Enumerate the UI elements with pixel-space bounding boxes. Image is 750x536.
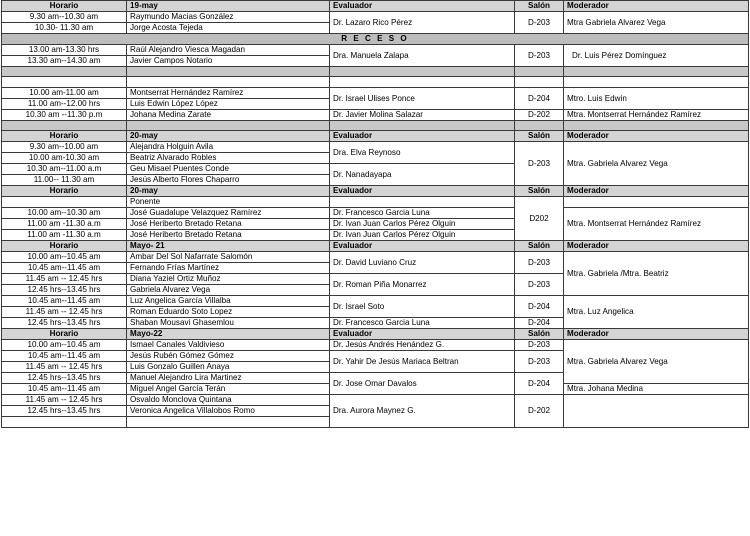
moderador-cell: Mtra. Montserrat Hernández Ramírez bbox=[564, 208, 749, 241]
speaker-cell: Luz Angelica García Villalba bbox=[127, 296, 330, 307]
ponente-label: Ponente bbox=[127, 197, 330, 208]
header-horario: Horario bbox=[2, 131, 127, 142]
speaker-cell: Geu Misael Puentes Conde bbox=[127, 164, 330, 175]
time-cell: 10.45 am--11.45 am bbox=[2, 351, 127, 362]
speaker-cell: José Guadalupe Velazquez Ramírez bbox=[127, 208, 330, 219]
time-cell: 10.45 am--11.45 am bbox=[2, 384, 127, 395]
header-row bbox=[2, 329, 749, 340]
time-cell: 12.45 hrs--13.45 hrs bbox=[2, 373, 127, 384]
evaluador-cell: Dr. Javier Molina Salazar bbox=[330, 110, 515, 121]
speaker-cell: Ismael Canales Valdivieso bbox=[127, 340, 330, 351]
gray-separator-row bbox=[2, 67, 749, 77]
evaluador-cell: Dra. Aurora Maynez G. bbox=[330, 395, 515, 428]
evaluador-cell: Dra. Manuela Zalapa bbox=[330, 45, 515, 67]
header-evaluador: Evaluador bbox=[330, 1, 515, 12]
table-row bbox=[2, 12, 749, 23]
header-horario: Horario bbox=[2, 1, 127, 12]
speaker-cell: Diana Yaziel Ortiz Muñoz bbox=[127, 274, 330, 285]
evaluador-cell: Dr. Israel Soto bbox=[330, 296, 515, 318]
speaker-cell: José Heriberto Bretado Retana bbox=[127, 219, 330, 230]
moderador-cell: Dr. Luis Pérez Domínguez bbox=[564, 45, 749, 67]
header-evaluador: Evaluador bbox=[330, 241, 515, 252]
header-row bbox=[2, 241, 749, 252]
table-row bbox=[2, 197, 749, 208]
table-row bbox=[2, 252, 749, 263]
header-date: 19-may bbox=[127, 1, 330, 12]
gray-separator-row bbox=[2, 121, 749, 131]
header-salon: Salón bbox=[515, 329, 564, 340]
time-cell: 10.45 am--11.45 am bbox=[2, 263, 127, 274]
speaker-cell: Roman Eduardo Soto Lopez bbox=[127, 307, 330, 318]
time-cell: 12.45 hrs--13.45 hrs bbox=[2, 318, 127, 329]
speaker-cell: Raymundo Macias González bbox=[127, 12, 330, 23]
evaluador-cell: Dr. Yahir De Jesús Mariaca Beltran bbox=[330, 351, 515, 373]
salon-cell: D-203 bbox=[515, 340, 564, 351]
time-cell: 9.30 am--10.00 am bbox=[2, 142, 127, 153]
receso-label: R E C E S O bbox=[2, 34, 749, 45]
evaluador-cell: Dr. Israel Ulises Ponce bbox=[330, 88, 515, 110]
evaluador-cell: Dr. Francesco Garcia Luna bbox=[330, 208, 515, 219]
moderador-cell: Mtra. Johana Medina bbox=[564, 384, 749, 395]
moderador-cell: Mtra. Gabriela /Mtra. Beatriz bbox=[564, 252, 749, 296]
speaker-cell: Luis Edwin López López bbox=[127, 99, 330, 110]
time-cell: 10.30 am --11.30 p.m bbox=[2, 110, 127, 121]
time-cell: 10.00 am-10.30 am bbox=[2, 153, 127, 164]
speaker-cell: José Heriberto Bretado Retana bbox=[127, 230, 330, 241]
evaluador-cell: Dr. Francesco Garcia Luna bbox=[330, 318, 515, 329]
header-horario: Horario bbox=[2, 329, 127, 340]
header-row bbox=[2, 1, 749, 12]
salon-cell: D-204 bbox=[515, 318, 564, 329]
header-horario: Horario bbox=[2, 186, 127, 197]
time-cell: 10.00 am--10.45 am bbox=[2, 340, 127, 351]
time-cell: 11.00 am--12.00 hrs bbox=[2, 99, 127, 110]
header-moderador: Moderador bbox=[564, 186, 749, 197]
time-cell: 10.30 am--11.00 a.m bbox=[2, 164, 127, 175]
speaker-cell: Fernando Frías Martínez bbox=[127, 263, 330, 274]
evaluador-cell: Dra. Elva Reynoso bbox=[330, 142, 515, 164]
evaluador-cell: Dr. Roman Piña Monarrez bbox=[330, 274, 515, 296]
header-moderador: Moderador bbox=[564, 329, 749, 340]
header-evaluador: Evaluador bbox=[330, 131, 515, 142]
salon-cell: D-202 bbox=[515, 395, 564, 428]
time-cell: 10.00 am--10.30 am bbox=[2, 208, 127, 219]
time-cell: 12.45 hrs--13.45 hrs bbox=[2, 406, 127, 417]
time-cell: 13.30 am--14.30 am bbox=[2, 56, 127, 67]
evaluador-cell: Dr. Ivan Juan Carlos Pérez Olguin bbox=[330, 219, 515, 230]
speaker-cell: Luis Gonzalo Guillen Anaya bbox=[127, 362, 330, 373]
header-salon: Salón bbox=[515, 1, 564, 12]
salon-cell: D-203 bbox=[515, 142, 564, 186]
time-cell: 13.00 am-13.30 hrs bbox=[2, 45, 127, 56]
time-cell: 9.30 am--10.30 am bbox=[2, 12, 127, 23]
table-row bbox=[2, 208, 749, 219]
salon-cell: D-203 bbox=[515, 45, 564, 67]
header-row bbox=[2, 131, 749, 142]
header-moderador: Moderador bbox=[564, 1, 749, 12]
table-row bbox=[2, 296, 749, 307]
salon-cell: D-202 bbox=[515, 110, 564, 121]
header-date: 20-may bbox=[127, 186, 330, 197]
header-evaluador: Evaluador bbox=[330, 186, 515, 197]
speaker-cell: Jorge Acosta Tejeda bbox=[127, 23, 330, 34]
speaker-cell: Javier Campos Notario bbox=[127, 56, 330, 67]
time-cell: 11.00 am -11.30 a.m bbox=[2, 230, 127, 241]
speaker-cell: Gabriela Alvarez Vega bbox=[127, 285, 330, 296]
header-date: 20-may bbox=[127, 131, 330, 142]
speaker-cell: Beatriz Alvarado Robles bbox=[127, 153, 330, 164]
salon-cell: D-204 bbox=[515, 373, 564, 395]
time-cell: 12.45 hrs--13.45 hrs bbox=[2, 285, 127, 296]
header-salon: Salón bbox=[515, 131, 564, 142]
header-salon: Salón bbox=[515, 241, 564, 252]
header-row bbox=[2, 186, 749, 197]
time-cell: 10.00 am--10.45 am bbox=[2, 252, 127, 263]
time-cell: 10.00 am-11.00 am bbox=[2, 88, 127, 99]
time-cell: 11.45 am -- 12.45 hrs bbox=[2, 395, 127, 406]
speaker-cell: Jesús Rubén Gómez Gómez bbox=[127, 351, 330, 362]
moderador-cell: Mtro. Luis Edwin bbox=[564, 88, 749, 110]
table-row bbox=[2, 142, 749, 153]
salon-cell: D-204 bbox=[515, 88, 564, 110]
table-row bbox=[2, 45, 749, 56]
evaluador-cell: Dr. Jose Omar Davalos bbox=[330, 373, 515, 395]
table-row bbox=[2, 340, 749, 351]
evaluador-cell: Dr. Nanadayapa bbox=[330, 164, 515, 186]
header-evaluador: Evaluador bbox=[330, 329, 515, 340]
speaker-cell: Jesús Alberto Flores Chaparro bbox=[127, 175, 330, 186]
speaker-cell: Miguel Angel García Terán bbox=[127, 384, 330, 395]
moderador-cell: Mtra Gabriela Alvarez Vega bbox=[564, 12, 749, 34]
table-row bbox=[2, 395, 749, 406]
receso-row bbox=[2, 34, 749, 45]
header-moderador: Moderador bbox=[564, 241, 749, 252]
speaker-cell: Raúl Alejandro Viesca Magadan bbox=[127, 45, 330, 56]
time-cell: 11.00 am -11.30 a.m bbox=[2, 219, 127, 230]
time-cell: 11.45 am -- 12.45 hrs bbox=[2, 307, 127, 318]
salon-cell: D202 bbox=[515, 197, 564, 241]
speaker-cell: Manuel Alejandro Lira Martinez bbox=[127, 373, 330, 384]
evaluador-cell: Dr. David Luviano Cruz bbox=[330, 252, 515, 274]
moderador-cell: Mtra. Montserrat Hernández Ramírez bbox=[564, 110, 749, 121]
moderador-cell: Mtra. Luz Angelica bbox=[564, 296, 749, 329]
evaluador-cell: Dr. Jesús Andrés Henández G. bbox=[330, 340, 515, 351]
header-horario: Horario bbox=[2, 241, 127, 252]
evaluador-cell: Dr. Ivan Juan Carlos Pérez Olguin bbox=[330, 230, 515, 241]
evaluador-cell: Dr. Lazaro Rico Pérez bbox=[330, 12, 515, 34]
speaker-cell: Montserrat Hernández Ramírez bbox=[127, 88, 330, 99]
speaker-cell: Ambar Del Sol Nafarrate Salomón bbox=[127, 252, 330, 263]
salon-cell: D-203 bbox=[515, 351, 564, 373]
header-moderador: Moderador bbox=[564, 131, 749, 142]
schedule-table bbox=[1, 0, 749, 428]
header-date: Mayo- 21 bbox=[127, 241, 330, 252]
time-cell: 11.45 am -- 12.45 hrs bbox=[2, 362, 127, 373]
time-cell: 10.45 am--11.45 am bbox=[2, 296, 127, 307]
salon-cell: D-203 bbox=[515, 252, 564, 274]
speaker-cell: Osvaldo Monclova Quintana bbox=[127, 395, 330, 406]
time-cell: 10.30- 11.30 am bbox=[2, 23, 127, 34]
table-row bbox=[2, 88, 749, 99]
time-cell: 11.45 am -- 12.45 hrs bbox=[2, 274, 127, 285]
table-row bbox=[2, 110, 749, 121]
header-date: Mayo-22 bbox=[127, 329, 330, 340]
salon-cell: D-203 bbox=[515, 12, 564, 34]
salon-cell: D-203 bbox=[515, 274, 564, 296]
salon-cell: D-204 bbox=[515, 296, 564, 318]
blank-row bbox=[2, 77, 749, 88]
speaker-cell: Johana Medina Zarate bbox=[127, 110, 330, 121]
moderador-cell: Mtra. Gabriela Alvarez Vega bbox=[564, 340, 749, 384]
moderador-cell: Mtra. Gabriela Alvarez Vega bbox=[564, 142, 749, 186]
speaker-cell: Alejandra Holguin Avila bbox=[127, 142, 330, 153]
speaker-cell: Veronica Angelica Villalobos Romo bbox=[127, 406, 330, 417]
speaker-cell: Shaban Mousavi Ghasemlou bbox=[127, 318, 330, 329]
time-cell: 11.00-- 11.30 am bbox=[2, 175, 127, 186]
header-salon: Salón bbox=[515, 186, 564, 197]
